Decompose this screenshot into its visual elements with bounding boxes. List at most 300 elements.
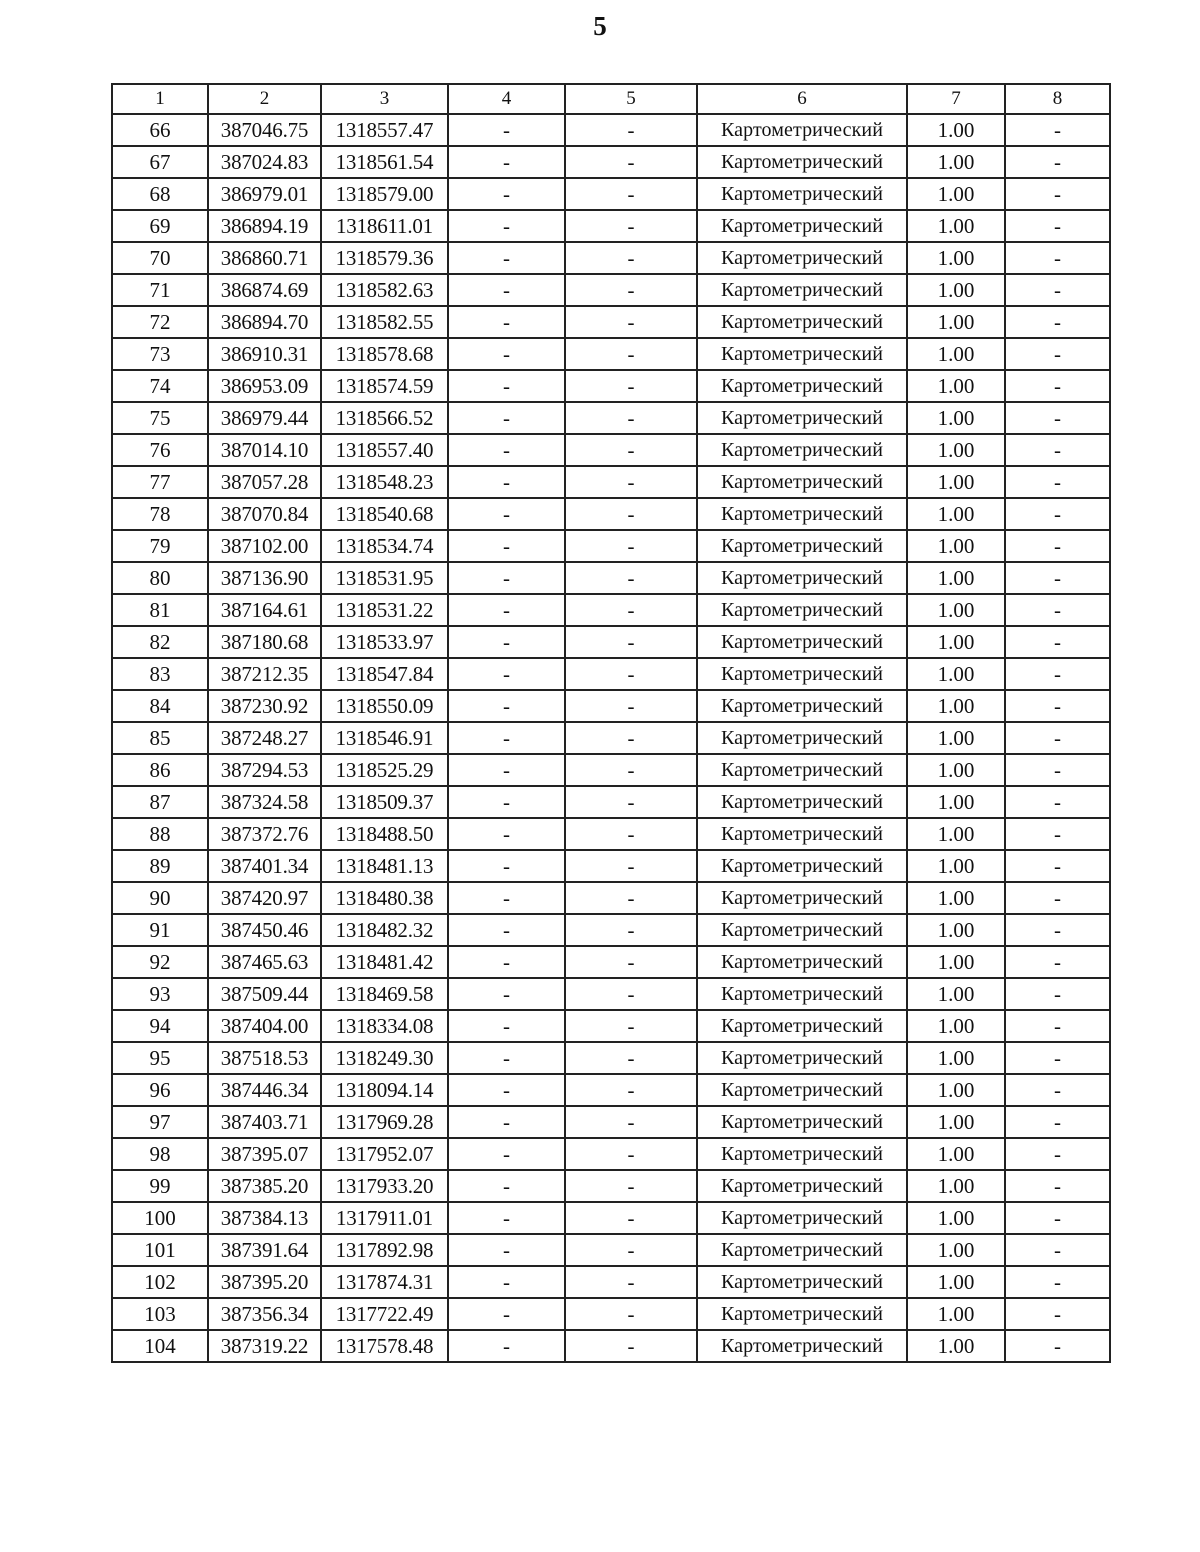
cell-col-5: -	[565, 242, 697, 274]
cell-y-coordinate: 1318547.84	[321, 658, 448, 690]
cell-y-coordinate: 1317911.01	[321, 1202, 448, 1234]
cell-col-5: -	[565, 626, 697, 658]
cell-x-coordinate: 387509.44	[208, 978, 321, 1010]
cell-accuracy: 1.00	[907, 978, 1005, 1010]
cell-col-8: -	[1005, 1010, 1110, 1042]
cell-method: Картометрический	[697, 146, 907, 178]
cell-x-coordinate: 387180.68	[208, 626, 321, 658]
cell-col-5: -	[565, 402, 697, 434]
cell-method: Картометрический	[697, 882, 907, 914]
cell-col-4: -	[448, 562, 565, 594]
cell-col-8: -	[1005, 786, 1110, 818]
cell-col-5: -	[565, 818, 697, 850]
cell-point-number: 94	[112, 1010, 208, 1042]
cell-col-8: -	[1005, 498, 1110, 530]
table-row	[112, 1106, 1110, 1138]
cell-x-coordinate: 387014.10	[208, 434, 321, 466]
cell-y-coordinate: 1318582.63	[321, 274, 448, 306]
cell-col-8: -	[1005, 1074, 1110, 1106]
cell-col-5: -	[565, 370, 697, 402]
cell-method: Картометрический	[697, 466, 907, 498]
cell-accuracy: 1.00	[907, 274, 1005, 306]
cell-accuracy: 1.00	[907, 754, 1005, 786]
cell-method: Картометрический	[697, 594, 907, 626]
table-row	[112, 850, 1110, 882]
table-body	[112, 114, 1110, 1362]
cell-method: Картометрический	[697, 722, 907, 754]
cell-y-coordinate: 1318566.52	[321, 402, 448, 434]
cell-point-number: 81	[112, 594, 208, 626]
cell-col-5: -	[565, 594, 697, 626]
table-row	[112, 562, 1110, 594]
cell-accuracy: 1.00	[907, 114, 1005, 146]
cell-col-8: -	[1005, 882, 1110, 914]
cell-point-number: 102	[112, 1266, 208, 1298]
cell-accuracy: 1.00	[907, 306, 1005, 338]
cell-y-coordinate: 1317892.98	[321, 1234, 448, 1266]
cell-x-coordinate: 387450.46	[208, 914, 321, 946]
cell-x-coordinate: 387356.34	[208, 1298, 321, 1330]
cell-col-4: -	[448, 306, 565, 338]
cell-x-coordinate: 387391.64	[208, 1234, 321, 1266]
table-row	[112, 338, 1110, 370]
cell-x-coordinate: 387404.00	[208, 1010, 321, 1042]
cell-accuracy: 1.00	[907, 1010, 1005, 1042]
cell-x-coordinate: 387046.75	[208, 114, 321, 146]
cell-col-4: -	[448, 338, 565, 370]
cell-accuracy: 1.00	[907, 658, 1005, 690]
cell-col-8: -	[1005, 562, 1110, 594]
cell-col-5: -	[565, 1138, 697, 1170]
table-row	[112, 946, 1110, 978]
cell-col-5: -	[565, 1330, 697, 1362]
cell-point-number: 86	[112, 754, 208, 786]
cell-x-coordinate: 387136.90	[208, 562, 321, 594]
cell-method: Картометрический	[697, 850, 907, 882]
cell-point-number: 92	[112, 946, 208, 978]
cell-point-number: 98	[112, 1138, 208, 1170]
cell-col-5: -	[565, 754, 697, 786]
cell-col-4: -	[448, 242, 565, 274]
cell-y-coordinate: 1318557.47	[321, 114, 448, 146]
cell-method: Картометрический	[697, 402, 907, 434]
cell-x-coordinate: 387403.71	[208, 1106, 321, 1138]
cell-method: Картометрический	[697, 786, 907, 818]
table-row	[112, 1266, 1110, 1298]
cell-accuracy: 1.00	[907, 786, 1005, 818]
cell-col-8: -	[1005, 946, 1110, 978]
cell-method: Картометрический	[697, 1170, 907, 1202]
cell-accuracy: 1.00	[907, 146, 1005, 178]
cell-accuracy: 1.00	[907, 338, 1005, 370]
cell-x-coordinate: 387248.27	[208, 722, 321, 754]
cell-point-number: 91	[112, 914, 208, 946]
table-row	[112, 914, 1110, 946]
cell-y-coordinate: 1318582.55	[321, 306, 448, 338]
cell-col-5: -	[565, 946, 697, 978]
cell-col-8: -	[1005, 754, 1110, 786]
cell-x-coordinate: 387070.84	[208, 498, 321, 530]
cell-x-coordinate: 387024.83	[208, 146, 321, 178]
cell-x-coordinate: 387446.34	[208, 1074, 321, 1106]
cell-y-coordinate: 1318534.74	[321, 530, 448, 562]
column-header-4: 4	[448, 84, 565, 114]
table-row	[112, 1202, 1110, 1234]
column-header-8: 8	[1005, 84, 1110, 114]
cell-x-coordinate: 386860.71	[208, 242, 321, 274]
cell-point-number: 67	[112, 146, 208, 178]
table-row	[112, 370, 1110, 402]
cell-y-coordinate: 1318531.22	[321, 594, 448, 626]
cell-col-4: -	[448, 690, 565, 722]
cell-accuracy: 1.00	[907, 402, 1005, 434]
cell-point-number: 66	[112, 114, 208, 146]
cell-method: Картометрический	[697, 562, 907, 594]
cell-accuracy: 1.00	[907, 1074, 1005, 1106]
cell-accuracy: 1.00	[907, 562, 1005, 594]
cell-y-coordinate: 1318574.59	[321, 370, 448, 402]
cell-col-4: -	[448, 1106, 565, 1138]
cell-col-4: -	[448, 530, 565, 562]
cell-col-4: -	[448, 1330, 565, 1362]
table-row	[112, 274, 1110, 306]
cell-accuracy: 1.00	[907, 594, 1005, 626]
table-row	[112, 466, 1110, 498]
column-header-2: 2	[208, 84, 321, 114]
cell-col-8: -	[1005, 370, 1110, 402]
cell-x-coordinate: 387420.97	[208, 882, 321, 914]
cell-accuracy: 1.00	[907, 370, 1005, 402]
cell-col-8: -	[1005, 914, 1110, 946]
cell-col-5: -	[565, 690, 697, 722]
cell-y-coordinate: 1318611.01	[321, 210, 448, 242]
cell-col-8: -	[1005, 146, 1110, 178]
cell-col-8: -	[1005, 1234, 1110, 1266]
cell-col-5: -	[565, 210, 697, 242]
cell-accuracy: 1.00	[907, 690, 1005, 722]
cell-point-number: 69	[112, 210, 208, 242]
cell-y-coordinate: 1317722.49	[321, 1298, 448, 1330]
header-row	[112, 84, 1110, 114]
cell-col-4: -	[448, 402, 565, 434]
cell-point-number: 95	[112, 1042, 208, 1074]
cell-x-coordinate: 386894.19	[208, 210, 321, 242]
cell-point-number: 80	[112, 562, 208, 594]
cell-y-coordinate: 1318540.68	[321, 498, 448, 530]
cell-col-8: -	[1005, 626, 1110, 658]
cell-x-coordinate: 386979.01	[208, 178, 321, 210]
cell-col-8: -	[1005, 850, 1110, 882]
cell-accuracy: 1.00	[907, 818, 1005, 850]
cell-col-8: -	[1005, 1042, 1110, 1074]
cell-point-number: 88	[112, 818, 208, 850]
cell-accuracy: 1.00	[907, 626, 1005, 658]
cell-accuracy: 1.00	[907, 242, 1005, 274]
cell-point-number: 74	[112, 370, 208, 402]
cell-point-number: 101	[112, 1234, 208, 1266]
cell-col-8: -	[1005, 530, 1110, 562]
table-row	[112, 818, 1110, 850]
column-header-3: 3	[321, 84, 448, 114]
cell-x-coordinate: 386953.09	[208, 370, 321, 402]
cell-col-4: -	[448, 498, 565, 530]
cell-col-8: -	[1005, 1170, 1110, 1202]
cell-point-number: 71	[112, 274, 208, 306]
cell-accuracy: 1.00	[907, 530, 1005, 562]
cell-method: Картометрический	[697, 1010, 907, 1042]
cell-col-8: -	[1005, 1298, 1110, 1330]
cell-x-coordinate: 387401.34	[208, 850, 321, 882]
cell-col-4: -	[448, 1234, 565, 1266]
cell-x-coordinate: 387465.63	[208, 946, 321, 978]
cell-accuracy: 1.00	[907, 1170, 1005, 1202]
cell-accuracy: 1.00	[907, 1234, 1005, 1266]
cell-point-number: 89	[112, 850, 208, 882]
cell-col-8: -	[1005, 658, 1110, 690]
cell-col-4: -	[448, 1074, 565, 1106]
cell-method: Картометрический	[697, 178, 907, 210]
page-number: 5	[593, 11, 607, 41]
table-row	[112, 754, 1110, 786]
table-row	[112, 178, 1110, 210]
cell-accuracy: 1.00	[907, 1202, 1005, 1234]
cell-col-8: -	[1005, 114, 1110, 146]
cell-col-8: -	[1005, 306, 1110, 338]
cell-y-coordinate: 1318578.68	[321, 338, 448, 370]
cell-accuracy: 1.00	[907, 914, 1005, 946]
cell-method: Картометрический	[697, 338, 907, 370]
cell-method: Картометрический	[697, 1330, 907, 1362]
table-row	[112, 722, 1110, 754]
cell-col-4: -	[448, 1298, 565, 1330]
cell-point-number: 99	[112, 1170, 208, 1202]
cell-y-coordinate: 1318249.30	[321, 1042, 448, 1074]
cell-col-5: -	[565, 978, 697, 1010]
cell-method: Картометрический	[697, 818, 907, 850]
cell-col-8: -	[1005, 690, 1110, 722]
cell-method: Картометрический	[697, 498, 907, 530]
cell-col-5: -	[565, 178, 697, 210]
cell-y-coordinate: 1317933.20	[321, 1170, 448, 1202]
cell-point-number: 85	[112, 722, 208, 754]
cell-col-5: -	[565, 1106, 697, 1138]
cell-method: Картометрический	[697, 1202, 907, 1234]
cell-col-5: -	[565, 850, 697, 882]
cell-point-number: 78	[112, 498, 208, 530]
cell-x-coordinate: 386894.70	[208, 306, 321, 338]
cell-y-coordinate: 1318579.00	[321, 178, 448, 210]
cell-x-coordinate: 387384.13	[208, 1202, 321, 1234]
cell-point-number: 97	[112, 1106, 208, 1138]
cell-accuracy: 1.00	[907, 1266, 1005, 1298]
cell-col-8: -	[1005, 274, 1110, 306]
cell-col-5: -	[565, 1298, 697, 1330]
cell-point-number: 83	[112, 658, 208, 690]
cell-y-coordinate: 1318509.37	[321, 786, 448, 818]
cell-accuracy: 1.00	[907, 1330, 1005, 1362]
cell-col-8: -	[1005, 434, 1110, 466]
table-row	[112, 1074, 1110, 1106]
cell-x-coordinate: 387057.28	[208, 466, 321, 498]
cell-point-number: 79	[112, 530, 208, 562]
cell-point-number: 93	[112, 978, 208, 1010]
cell-accuracy: 1.00	[907, 722, 1005, 754]
table-row	[112, 1330, 1110, 1362]
cell-accuracy: 1.00	[907, 466, 1005, 498]
cell-method: Картометрический	[697, 242, 907, 274]
cell-col-5: -	[565, 1010, 697, 1042]
cell-accuracy: 1.00	[907, 1138, 1005, 1170]
cell-col-5: -	[565, 338, 697, 370]
cell-point-number: 104	[112, 1330, 208, 1362]
cell-method: Картометрический	[697, 754, 907, 786]
cell-col-5: -	[565, 562, 697, 594]
cell-x-coordinate: 387230.92	[208, 690, 321, 722]
cell-method: Картометрический	[697, 914, 907, 946]
cell-point-number: 70	[112, 242, 208, 274]
cell-x-coordinate: 387212.35	[208, 658, 321, 690]
cell-col-8: -	[1005, 1330, 1110, 1362]
table-row	[112, 530, 1110, 562]
cell-accuracy: 1.00	[907, 946, 1005, 978]
table-row	[112, 690, 1110, 722]
cell-x-coordinate: 386979.44	[208, 402, 321, 434]
cell-y-coordinate: 1318481.42	[321, 946, 448, 978]
cell-y-coordinate: 1318548.23	[321, 466, 448, 498]
cell-y-coordinate: 1318579.36	[321, 242, 448, 274]
cell-accuracy: 1.00	[907, 434, 1005, 466]
column-header-1: 1	[112, 84, 208, 114]
cell-col-4: -	[448, 434, 565, 466]
cell-col-4: -	[448, 146, 565, 178]
cell-y-coordinate: 1318488.50	[321, 818, 448, 850]
table-row	[112, 978, 1110, 1010]
cell-accuracy: 1.00	[907, 498, 1005, 530]
table-row	[112, 1138, 1110, 1170]
table-row	[112, 242, 1110, 274]
cell-col-8: -	[1005, 1138, 1110, 1170]
cell-accuracy: 1.00	[907, 850, 1005, 882]
cell-x-coordinate: 386874.69	[208, 274, 321, 306]
cell-col-8: -	[1005, 338, 1110, 370]
cell-col-4: -	[448, 466, 565, 498]
cell-method: Картометрический	[697, 690, 907, 722]
cell-col-5: -	[565, 914, 697, 946]
cell-method: Картометрический	[697, 1074, 907, 1106]
cell-col-8: -	[1005, 1106, 1110, 1138]
cell-col-8: -	[1005, 210, 1110, 242]
cell-method: Картометрический	[697, 434, 907, 466]
cell-method: Картометрический	[697, 1234, 907, 1266]
table-row	[112, 1298, 1110, 1330]
cell-col-4: -	[448, 882, 565, 914]
table-row	[112, 658, 1110, 690]
cell-point-number: 68	[112, 178, 208, 210]
cell-accuracy: 1.00	[907, 178, 1005, 210]
cell-point-number: 77	[112, 466, 208, 498]
cell-col-5: -	[565, 1074, 697, 1106]
cell-accuracy: 1.00	[907, 882, 1005, 914]
cell-col-8: -	[1005, 722, 1110, 754]
column-header-6: 6	[697, 84, 907, 114]
cell-method: Картометрический	[697, 946, 907, 978]
cell-col-5: -	[565, 882, 697, 914]
cell-x-coordinate: 387372.76	[208, 818, 321, 850]
cell-method: Картометрический	[697, 114, 907, 146]
cell-point-number: 84	[112, 690, 208, 722]
cell-col-5: -	[565, 146, 697, 178]
cell-col-4: -	[448, 658, 565, 690]
cell-y-coordinate: 1318557.40	[321, 434, 448, 466]
cell-y-coordinate: 1318531.95	[321, 562, 448, 594]
cell-method: Картометрический	[697, 978, 907, 1010]
cell-y-coordinate: 1317874.31	[321, 1266, 448, 1298]
cell-point-number: 100	[112, 1202, 208, 1234]
cell-col-8: -	[1005, 402, 1110, 434]
cell-col-4: -	[448, 274, 565, 306]
cell-y-coordinate: 1318480.38	[321, 882, 448, 914]
cell-col-5: -	[565, 466, 697, 498]
cell-col-8: -	[1005, 1202, 1110, 1234]
cell-col-8: -	[1005, 178, 1110, 210]
cell-col-4: -	[448, 1266, 565, 1298]
table-row	[112, 210, 1110, 242]
cell-col-4: -	[448, 786, 565, 818]
cell-x-coordinate: 387518.53	[208, 1042, 321, 1074]
cell-y-coordinate: 1317952.07	[321, 1138, 448, 1170]
cell-x-coordinate: 387395.07	[208, 1138, 321, 1170]
table-row	[112, 434, 1110, 466]
cell-point-number: 82	[112, 626, 208, 658]
column-header-7: 7	[907, 84, 1005, 114]
cell-x-coordinate: 386910.31	[208, 338, 321, 370]
cell-col-8: -	[1005, 242, 1110, 274]
cell-col-4: -	[448, 1010, 565, 1042]
cell-method: Картометрический	[697, 1266, 907, 1298]
cell-y-coordinate: 1318334.08	[321, 1010, 448, 1042]
column-header-5: 5	[565, 84, 697, 114]
cell-method: Картометрический	[697, 658, 907, 690]
cell-method: Картометрический	[697, 530, 907, 562]
table-row	[112, 1010, 1110, 1042]
cell-col-8: -	[1005, 978, 1110, 1010]
cell-method: Картометрический	[697, 370, 907, 402]
cell-y-coordinate: 1318525.29	[321, 754, 448, 786]
cell-accuracy: 1.00	[907, 1042, 1005, 1074]
cell-col-4: -	[448, 946, 565, 978]
cell-point-number: 76	[112, 434, 208, 466]
cell-y-coordinate: 1318469.58	[321, 978, 448, 1010]
cell-col-8: -	[1005, 818, 1110, 850]
cell-point-number: 73	[112, 338, 208, 370]
cell-col-4: -	[448, 1138, 565, 1170]
cell-point-number: 72	[112, 306, 208, 338]
cell-point-number: 103	[112, 1298, 208, 1330]
cell-accuracy: 1.00	[907, 1106, 1005, 1138]
table-row	[112, 786, 1110, 818]
cell-x-coordinate: 387385.20	[208, 1170, 321, 1202]
table-row	[112, 1170, 1110, 1202]
cell-point-number: 96	[112, 1074, 208, 1106]
cell-y-coordinate: 1318550.09	[321, 690, 448, 722]
cell-method: Картометрический	[697, 274, 907, 306]
cell-point-number: 75	[112, 402, 208, 434]
cell-col-4: -	[448, 210, 565, 242]
cell-col-4: -	[448, 978, 565, 1010]
cell-point-number: 87	[112, 786, 208, 818]
cell-col-5: -	[565, 530, 697, 562]
cell-col-4: -	[448, 1202, 565, 1234]
